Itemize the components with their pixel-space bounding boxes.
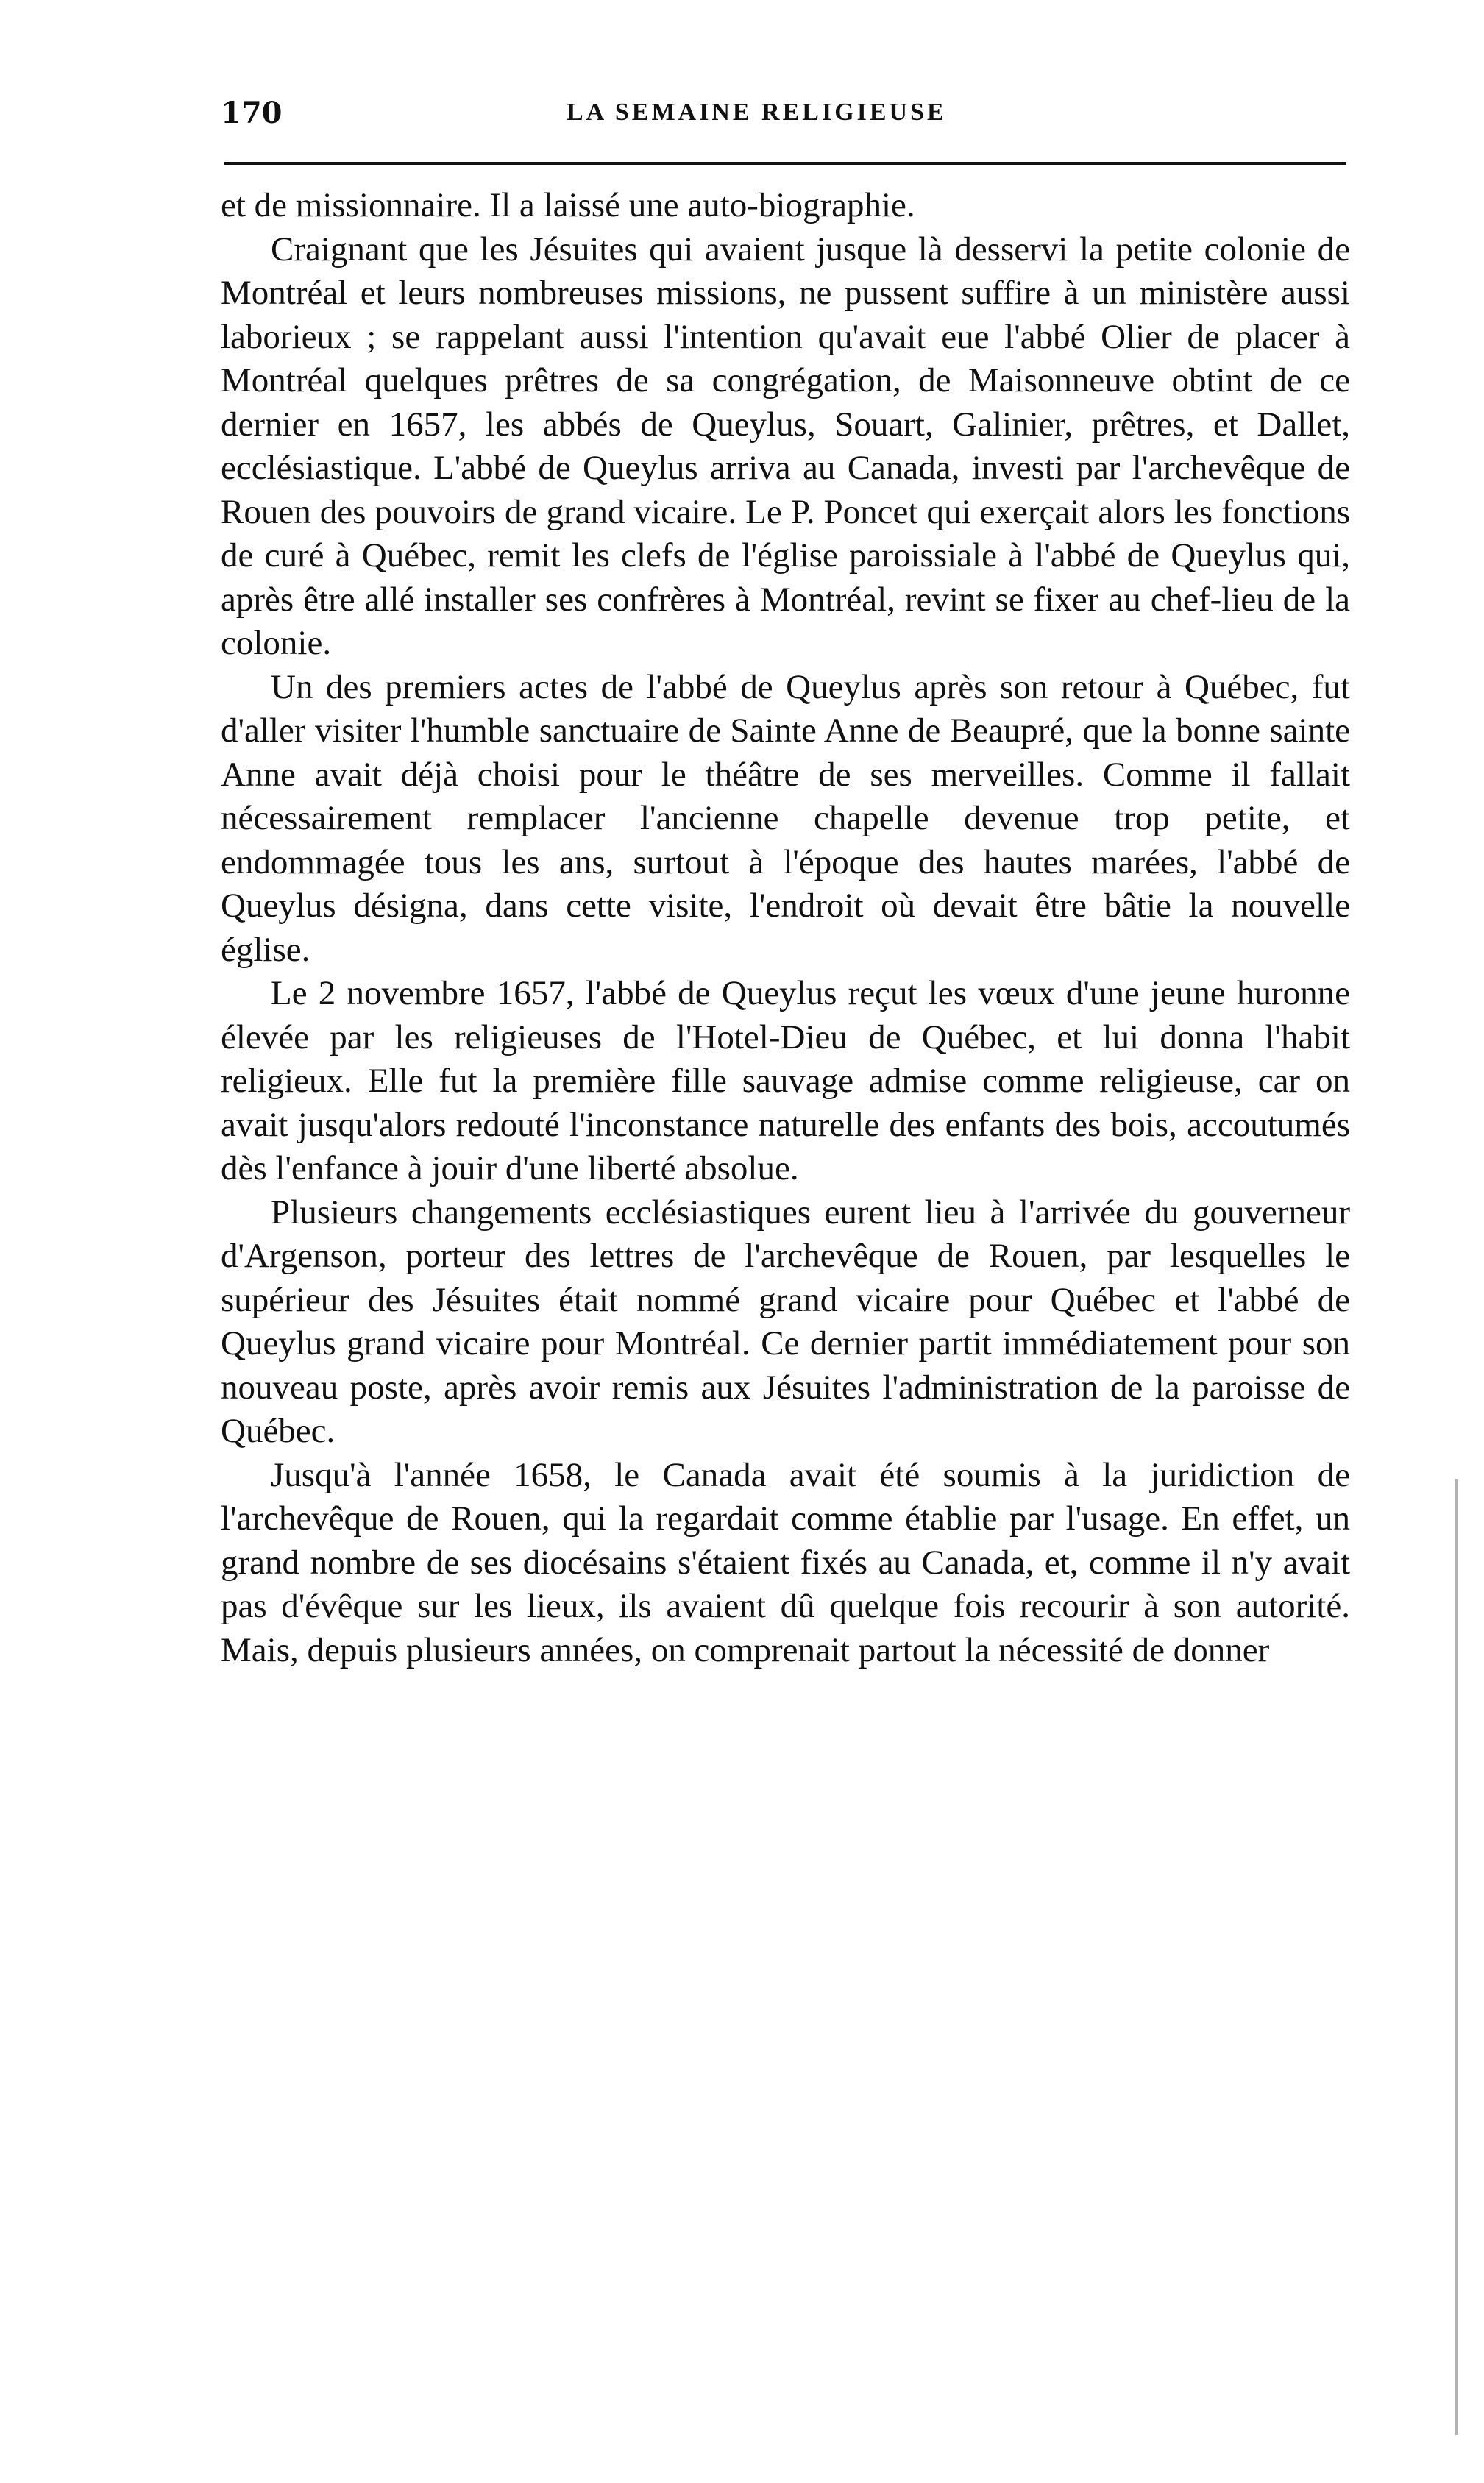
running-header [221, 87, 1346, 138]
running-title: LA SEMAINE RELIGIEUSE [567, 99, 947, 126]
scan-edge-mark [1455, 1479, 1471, 2435]
paragraph: Craignant que les Jésuites qui avaient jusque là desservi la petite colonie de Montréal et leurs nombreuses missions, ne pussent suffire à un ministère aussi laborieux ; se rappelant aussi l'intention qu'avait eue l'abbé Olier de placer à Montréal quelques prêtres de sa congrégation, de Maisonneuve obtint de ce dernier en 1657, les abbés de Queylus, Souart, Galinier, prêtres, et Dallet, ecclésiastique. L'abbé de Queylus arriva au Canada, investi par l'archevêque de Rouen des pouvoirs de grand vicaire. Le P. Poncet qui exerçait alors les fonctions de curé à Québec, remit les clefs de l'église paroissiale à l'abbé de Queylus qui, après être allé installer ses confrères à Montréal, revint se fixer au chef-lieu de la colonie. [221, 230, 1350, 662]
paragraph: Plusieurs changements ecclésiastiques eurent lieu à l'arrivée du gouverneur d'Argenson, porteur des lettres de l'archevêque de Rouen, par lesquelles le supérieur des Jésuites était nommé grand vicaire pour Québec et l'abbé de Queylus grand vicaire pour Montréal. Ce dernier partit immédiatement pour son nouveau poste, après avoir remis aux Jésuites l'administration de la paroisse de Québec. [221, 1193, 1350, 1450]
paragraph-continuation: et de missionnaire. Il a laissé une auto-biographie. [221, 186, 915, 224]
paragraph: Jusqu'à l'année 1658, le Canada avait été soumis à la juridiction de l'archevêque de Rouen, qui la regardait comme établie par l'usage. En effet, un grand nombre de ses diocésains s'étaient fixés au Canada, et, comme il n'y avait pas d'évêque sur les lieux, ils avaient dû quelque fois recourir à son autorité. Mais, depuis plusieurs années, on comprenait partout la nécessité de donner [221, 1455, 1350, 1669]
body-text [221, 184, 1350, 1672]
paragraph: Le 2 novembre 1657, l'abbé de Queylus reçut les vœux d'une jeune huronne élevée par les religieuses de l'Hotel-Dieu de Québec, et lui donna l'habit religieux. Elle fut la première fille sauvage admise comme religieuse, car on avait jusqu'alors redouté l'inconstance naturelle des enfants des bois, accoutumés dès l'enfance à jouir d'une liberté absolue. [221, 974, 1350, 1187]
page-number: 170 [221, 95, 283, 130]
header-rule [224, 162, 1346, 165]
paragraph: Un des premiers actes de l'abbé de Queylus après son retour à Québec, fut d'aller visiter l'humble sanctuaire de Sainte Anne de Beaupré, que la bonne sainte Anne avait déjà choisi pour le théâtre de ses merveilles. Comme il fallait nécessairement remplacer l'ancienne chapelle devenue trop petite, et endommagée tous les ans, surtout à l'époque des hautes marées, l'abbé de Queylus désigna, dans cette visite, l'endroit où devait être bâtie la nouvelle église. [221, 667, 1350, 969]
